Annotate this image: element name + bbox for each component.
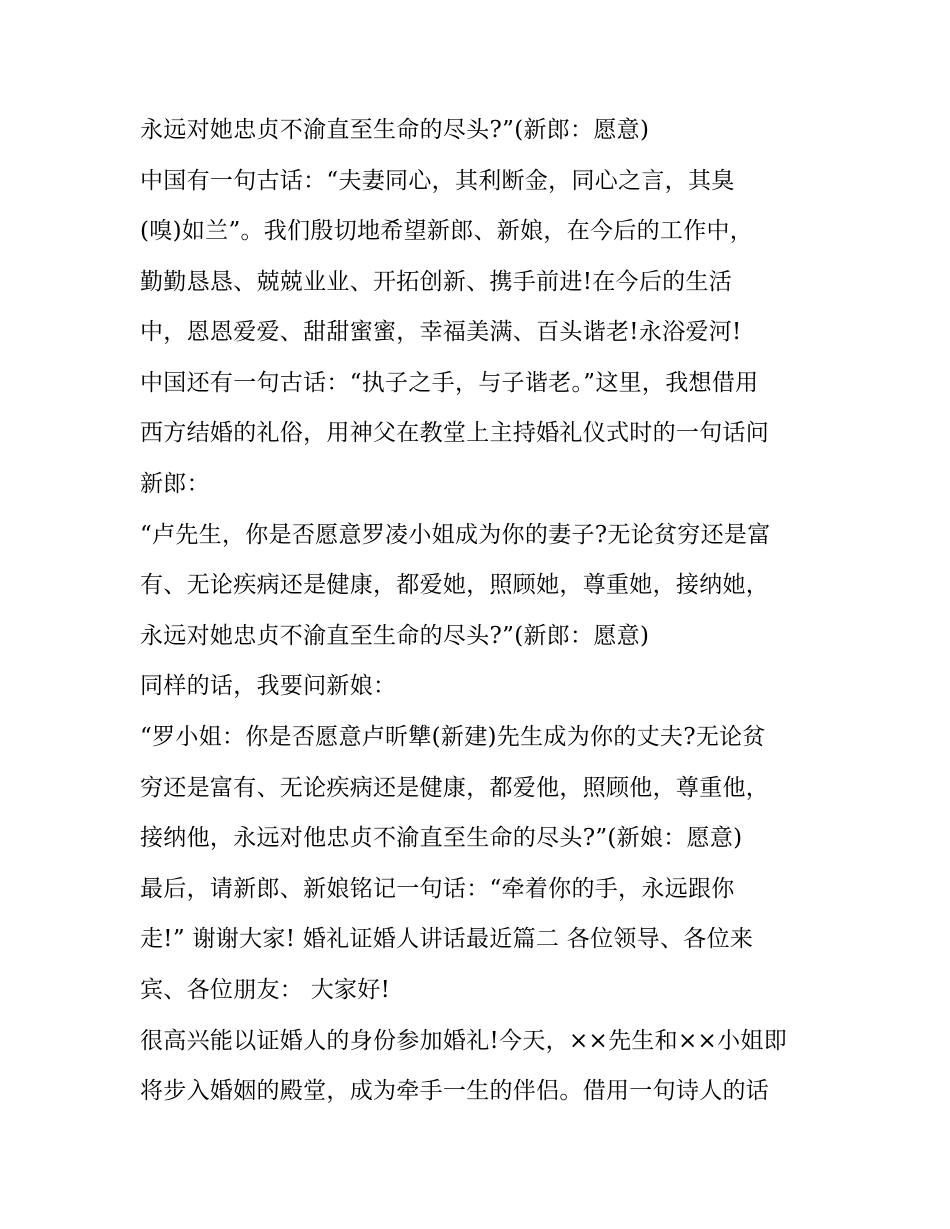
text-line: 新郎： — [140, 471, 210, 497]
text-line: 中，恩恩爱爱、甜甜蜜蜜，幸福美满、百头谐老!永浴爱河! — [140, 319, 742, 345]
text-line: 最后，请新郎、新娘铭记一句话：“牵着你的手，永远跟你 — [140, 876, 735, 902]
text-line: 将步入婚姻的殿堂，成为牵手一生的伴侣。借用一句诗人的话 — [140, 1078, 770, 1104]
text-line: 中国还有一句古话：“执子之手，与子谐老。”这里，我想借用 — [140, 370, 759, 396]
text-line: 中国有一句古话：“夫妻同心，其利断金，同心之言，其臭 — [140, 168, 735, 194]
text-line: “卢先生，你是否愿意罗凌小姐成为你的妻子?无论贫穷还是富 — [140, 522, 771, 548]
text-line: 永远对她忠贞不渝直至生命的尽头?”(新郎：愿意) — [140, 117, 650, 143]
text-line: 宾、各位朋友： 大家好! — [140, 977, 391, 1003]
text-line: (嗅)如兰”。我们殷切地希望新郎、新娘，在今后的工作中， — [140, 218, 754, 244]
text-line: 同样的话，我要问新娘： — [140, 673, 397, 699]
text-line: 很高兴能以证婚人的身份参加婚礼!今天，××先生和××小姐即 — [140, 1028, 788, 1054]
text-line: 有、无论疾病还是健康，都爱她，照顾她，尊重她，接纳她， — [140, 572, 770, 598]
text-line: 穷还是富有、无论疾病还是健康，都爱他，照顾他，尊重他， — [140, 775, 770, 801]
text-line: 走!” 谢谢大家! 婚礼证婚人讲话最近篇二 各位领导、各位来 — [140, 926, 754, 952]
text-line: “罗小姐：你是否愿意卢昕犨(新建)先生成为你的丈夫?无论贫 — [140, 724, 766, 750]
text-line: 勤勤恳恳、兢兢业业、开拓创新、携手前进!在今后的生活 — [140, 269, 733, 295]
text-line: 接纳他，永远对他忠贞不渝直至生命的尽头?”(新娘：愿意) — [140, 825, 743, 851]
text-line: 西方结婚的礼俗，用神父在教堂上主持婚礼仪式时的一句话问 — [140, 420, 770, 446]
text-line: 永远对她忠贞不渝直至生命的尽头?”(新郎：愿意) — [140, 623, 650, 649]
